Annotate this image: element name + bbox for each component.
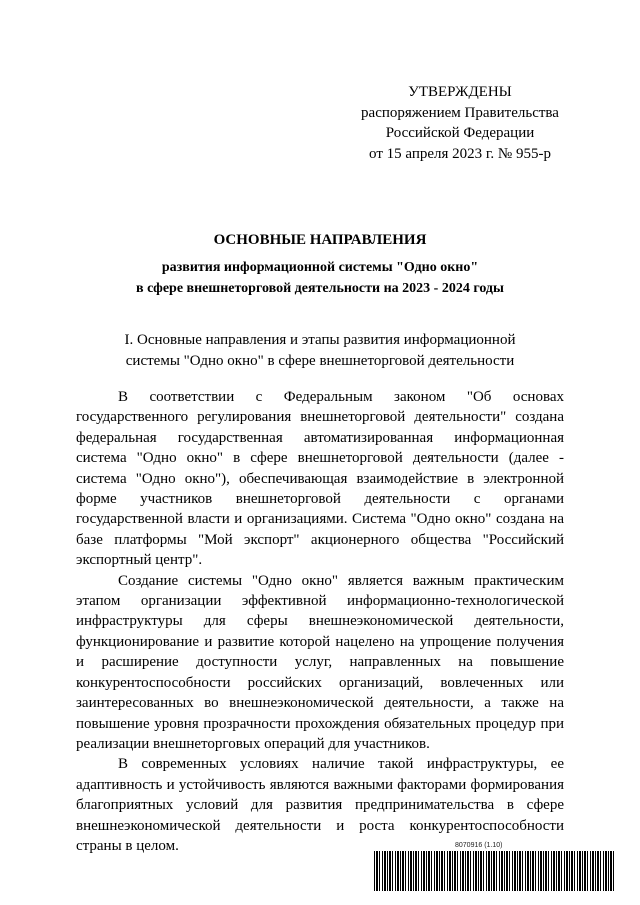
approval-line-government: Российской Федерации — [385, 125, 535, 141]
document-title: ОСНОВНЫЕ НАПРАВЛЕНИЯ — [213, 232, 427, 248]
barcode-icon — [374, 851, 614, 891]
paragraph-2: Создание системы "Одно окно" является важным практическим этапом организации эффективной информационно-технологической инфраструктуры для сферы внешнеэкономической деятельности, функционирование и развитие которой нацелено на упрощение получения и расширение доступности услуг, направленных на повышение конкурентоспособности российских организаций, вовлеченных или заинтересованных во внешнеэкономической деятельности, а также на повышение уровня прозрачности прохождения обязательных процедур при реализации внешнеторговых операций для участников. — [76, 572, 564, 752]
paragraph-3: В современных условиях наличие такой инфраструктуры, ее адаптивность и устойчивость являются важными факторами формирования благоприятных условий для развития предпринимательства в сфере внешнеэкономической деятельности и роста конкурентоспособности страны в целом. — [76, 756, 564, 854]
document-code-stamp: 8070916 (1.10) — [455, 842, 503, 849]
approval-heading: УТВЕРЖДЕНЫ — [408, 84, 512, 100]
document-subtitle-line-1: развития информационной системы "Одно окно" — [161, 260, 479, 275]
section-heading-line-2: системы "Одно окно" в сфере внешнеторговой деятельности — [125, 352, 515, 369]
section-heading — [60, 330, 580, 371]
document-title-block — [60, 230, 580, 299]
section-heading-line-1: I. Основные направления и этапы развития информационной — [124, 332, 516, 348]
document-subtitle-line-2: в сфере внешнеторговой деятельности на 2023 - 2024 годы — [136, 280, 504, 296]
document-subtitle — [60, 258, 580, 299]
approval-line-order: распоряжением Правительства — [361, 104, 559, 121]
approval-line-date-number: от 15 апреля 2023 г. № 955-р — [369, 145, 551, 162]
approval-block — [330, 82, 590, 164]
paragraph-1: В соответствии с Федеральным законом "Об основах государственного регулирования внешнеторговой деятельности" создана федеральная государственная автоматизированная информационная система "Одно окно" в сфере внешнеторговой деятельности (далее - система "Одно окно"), обеспечивающая взаимодействие в электронной форме участников внешнеторговой деятельности с органами государственной власти и организациями. Система "Одно окно" создана на базе платформы "Мой экспорт" акционерного общества "Российский экспортный центр". — [76, 389, 564, 569]
body-text — [76, 387, 564, 856]
